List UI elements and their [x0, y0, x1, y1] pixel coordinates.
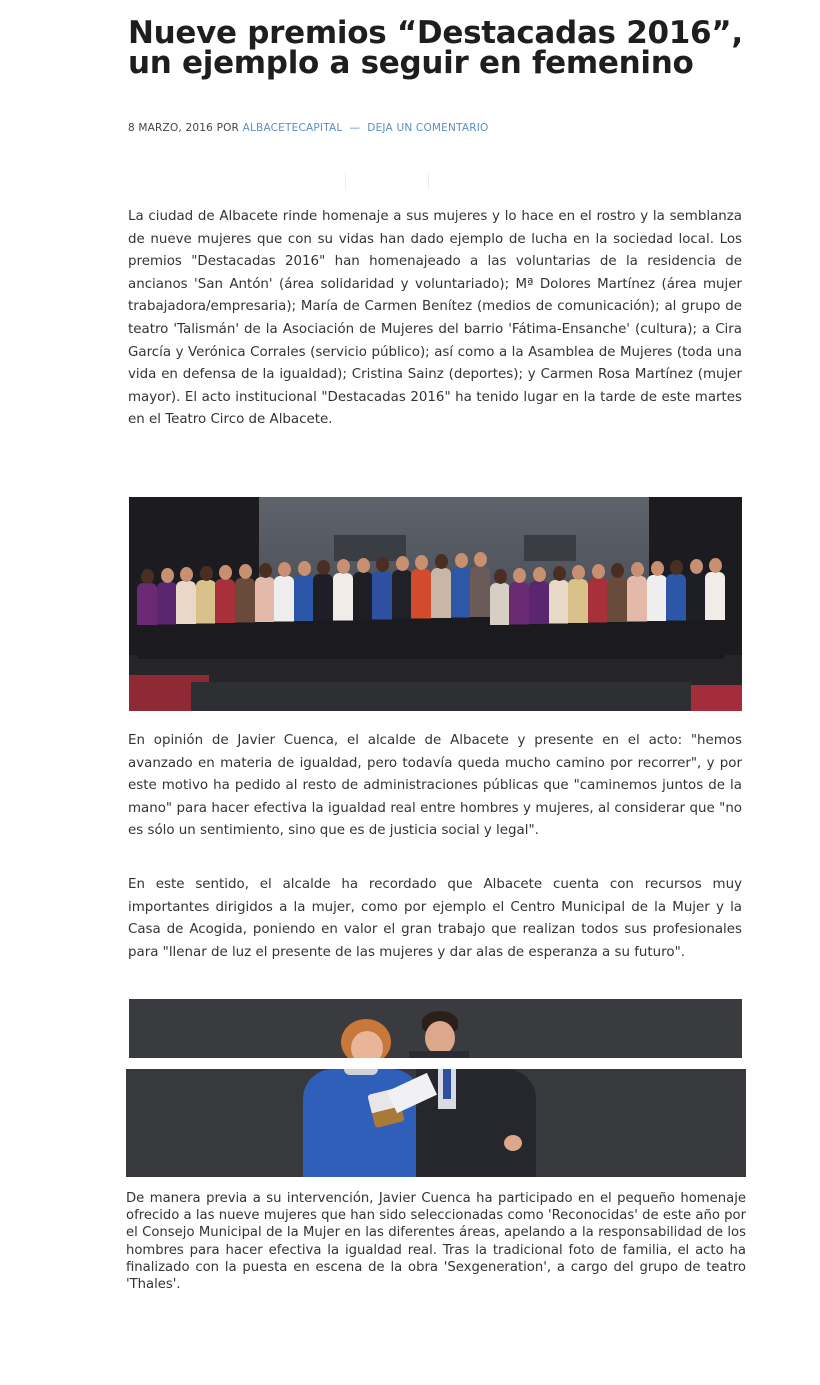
person-figure [509, 582, 529, 659]
post-date: 8 MARZO, 2016 [128, 122, 214, 134]
person-head [219, 565, 232, 580]
paragraph-homage: De manera previa a su intervención, Javier Cuenca ha participado en el pequeño homenaje ofrecido a las nueve mujeres que han sido seleccionadas como 'Reconocidas' de este año por el Consejo Municipal de la Mujer en las diferentes áreas, apelando a la responsabilidad de los hombres para hacer efectiva la igualdad real. Tras la tradicional foto de familia, el acto ha finalizado con la puesta en escena de la obra 'Sexgeneration', a cargo del grupo de teatro 'Thales'. [126, 1191, 746, 1293]
person-head [298, 561, 311, 576]
man-tie [443, 1069, 451, 1099]
man-dark-suit [416, 1069, 536, 1177]
person-head [278, 562, 291, 577]
person-head [435, 554, 448, 569]
group-photo [129, 497, 742, 711]
man-hand [504, 1135, 522, 1151]
paragraph-mayor-opinion: En opinión de Javier Cuenca, el alcalde de Albacete y presente en el acto: "hemos avanzado en materia de igualdad, pero todavía queda mucho camino por recorrer", y por este motivo ha pedido al resto de administraciones públicas que "caminemos juntos de la mano" para hacer efectiva la igualdad real entre hombres y mujeres, al considerar que "no es sólo un sentimiento, sino que es de justicia social y legal". [128, 733, 742, 839]
person-head [670, 560, 683, 575]
person-head [239, 564, 252, 579]
leave-comment-link[interactable]: DEJA UN COMENTARIO [367, 122, 489, 134]
person-figure [568, 579, 588, 659]
person-figure [705, 572, 725, 659]
person-head [200, 566, 213, 581]
person-figure [157, 582, 177, 659]
person-figure [353, 572, 373, 659]
person-head [396, 556, 409, 571]
person-figure [647, 575, 667, 659]
person-figure [392, 570, 412, 659]
person-figure [666, 574, 686, 659]
person-head [592, 564, 605, 579]
person-figure [235, 578, 255, 659]
woman-face [351, 1031, 383, 1058]
person-figure [490, 583, 510, 659]
person-figure [627, 576, 647, 659]
person-head [376, 557, 389, 572]
person-head [553, 566, 566, 581]
person-head [709, 558, 722, 573]
people-group [129, 497, 742, 711]
person-head [572, 565, 585, 580]
person-head [337, 559, 350, 574]
person-head [631, 562, 644, 577]
divider [345, 172, 346, 190]
person-figure [686, 573, 706, 659]
person-head [180, 567, 193, 582]
man-face [425, 1021, 455, 1055]
person-figure [588, 578, 608, 659]
person-figure [333, 573, 353, 659]
person-figure [196, 580, 216, 659]
person-figure [372, 571, 392, 659]
person-head [611, 563, 624, 578]
person-head [415, 555, 428, 570]
divider [428, 172, 429, 190]
man-suit [409, 1051, 469, 1058]
person-head [513, 568, 526, 583]
woman-necklace [344, 1069, 378, 1075]
person-head [455, 553, 468, 568]
person-head [259, 563, 272, 578]
by-label: POR [216, 122, 240, 134]
award-photo-top-strip [129, 999, 742, 1058]
person-head [161, 568, 174, 583]
person-figure [549, 580, 569, 659]
person-figure [137, 583, 157, 659]
person-head [533, 567, 546, 582]
article-meta [128, 122, 489, 134]
person-head [494, 569, 507, 584]
person-figure [294, 575, 314, 659]
person-figure [274, 576, 294, 659]
person-head [474, 552, 487, 567]
person-head [317, 560, 330, 575]
paragraph-resources: En este sentido, el alcalde ha recordado que Albacete cuenta con recursos muy importantes dirigidos a la mujer, como por ejemplo el Centro Municipal de la Mujer y la Casa de Acogida, poniendo en valor el gran trabajo que realizan todos sus profesionales para "llenar de luz el presente de las mujeres y dar alas de esperanza a su futuro". [128, 877, 742, 960]
person-figure [451, 567, 471, 659]
person-figure [313, 574, 333, 659]
person-figure [529, 581, 549, 659]
person-figure [607, 577, 627, 659]
person-head [651, 561, 664, 576]
paragraph-intro: La ciudad de Albacete rinde homenaje a sus mujeres y lo hace en el rostro y la semblanza de nueve mujeres que con su vidas han dado ejemplo de lucha en la sociedad local. Los premios "Destacadas 2016" han homenajeado a las voluntarias de la residencia de ancianos 'San Antón' (área solidaridad y voluntariado); Mª Dolores Martínez (área mujer trabajadora/empresaria); María de Carmen Benítez (medios de comunicación); al grupo de teatro 'Talismán' de la Asociación de Mujeres del barrio 'Fátima-Ensanche' (cultura); a Cira García y Verónica Corrales (servicio público); así como a la Asamblea de Mujeres (toda una vida en defensa de la igualdad); Cristina Sainz (deportes); y Carmen Rosa Martínez (mujer mayor). El acto institucional "Destacadas 2016" ha tenido lugar en la tarde de este martes en el Teatro Circo de Albacete. [128, 209, 742, 428]
person-figure [255, 577, 275, 659]
person-figure [431, 568, 451, 659]
author-link[interactable]: ALBACETECAPITAL [242, 122, 343, 134]
person-head [357, 558, 370, 573]
person-figure [470, 566, 490, 659]
person-head [690, 559, 703, 574]
article-title: Nueve premios “Destacadas 2016”, un ejemplo a seguir en femenino [128, 15, 743, 81]
meta-separator: — [349, 122, 361, 134]
award-photo-bottom-strip [126, 1069, 746, 1177]
person-head [141, 569, 154, 584]
person-figure [215, 579, 235, 659]
person-figure [411, 569, 431, 659]
person-figure [176, 581, 196, 659]
